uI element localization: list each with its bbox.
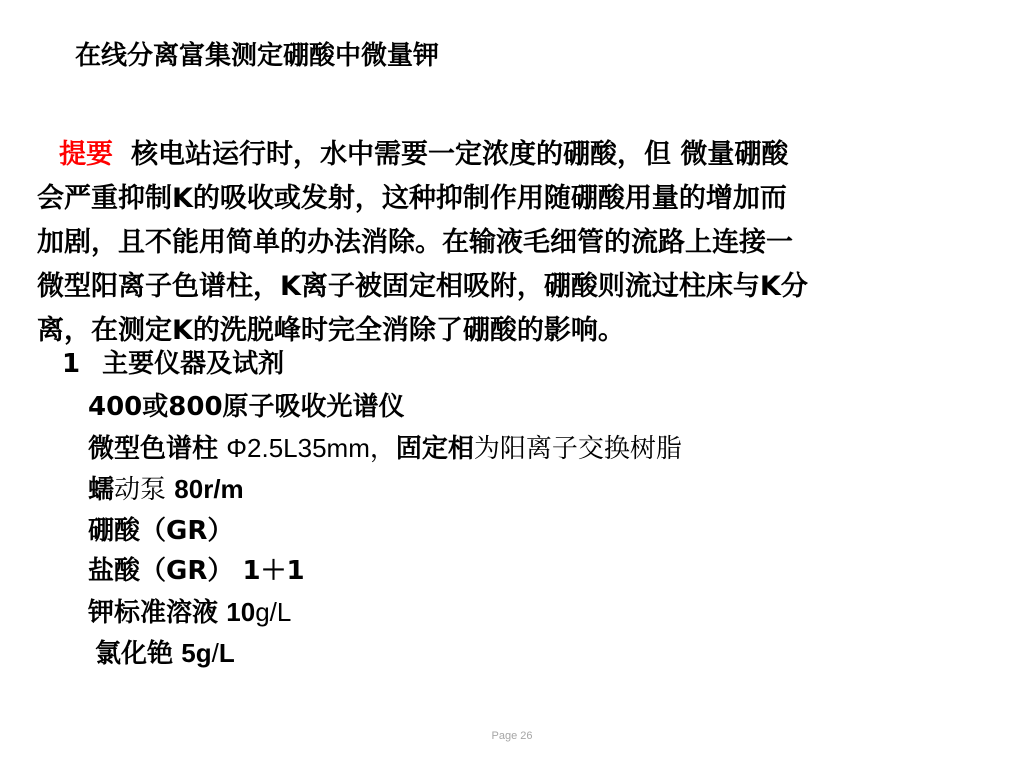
pump-label-first: 蠕 [88,475,115,505]
slide-title: 在线分离富集测定硼酸中微量钾 [75,41,440,71]
section-heading [62,344,284,384]
k-standard-unit: g/L [255,596,292,627]
phase-description: 为阳离子交换树脂 [473,433,682,464]
cscl-unit: L [218,638,235,668]
column-label: 微型色谱柱 [88,433,219,464]
column-spec: Φ2.5L35mm [226,432,370,463]
column-separator: ， [369,433,396,464]
abstract-line-1 [37,133,1002,177]
abstract-line-2: 会严重抑制K的吸收或发射，这种抑制作用随硼酸用量的增加而 [37,183,787,214]
hcl-name: 盐酸（GR） [88,556,234,586]
list-item-cscl [88,633,682,675]
section-title: 主要仪器及试剂 [102,349,285,379]
phase-label: 固定相 [395,433,474,464]
abstract-line-5: 离，在测定K的洗脱峰时完全消除了硼酸的影响。 [37,315,625,346]
abstract-tag: 提要 [59,139,113,170]
abstract-line-4: 微型阳离子色谱柱，K离子被固定相吸附，硼酸则流过柱床与K分 [37,271,808,302]
list-item-k-standard [88,592,682,634]
abstract-line-1-text: 核电站运行时，水中需要一定浓度的硼酸，但 微量硼酸 [131,139,789,170]
list-item-pump [88,469,682,511]
abstract-paragraph [37,133,1002,353]
pump-label-rest: 动泵 [114,475,167,505]
section-number: 1 [62,349,81,379]
list-item-instrument: 400或800原子吸收光谱仪 [88,392,405,422]
reagent-list [88,387,682,675]
pump-speed: 80r/m [174,474,244,504]
cscl-separator: / [211,638,219,668]
list-item-boric-acid: 硼酸（GR） [88,515,234,546]
page-number: Page 26 [491,730,533,742]
list-item-hcl [88,551,682,592]
cscl-amount: 5g [181,638,212,668]
list-item-column [88,428,682,470]
cscl-label: 氯化铯 [95,639,174,669]
hcl-ratio: 1＋1 [242,556,305,586]
k-standard-number: 10 [226,596,256,627]
abstract-line-3: 加剧，且不能用简单的办法消除。在输液毛细管的流路上连接一 [37,227,793,258]
k-standard-label: 钾标准溶液 [88,597,219,628]
